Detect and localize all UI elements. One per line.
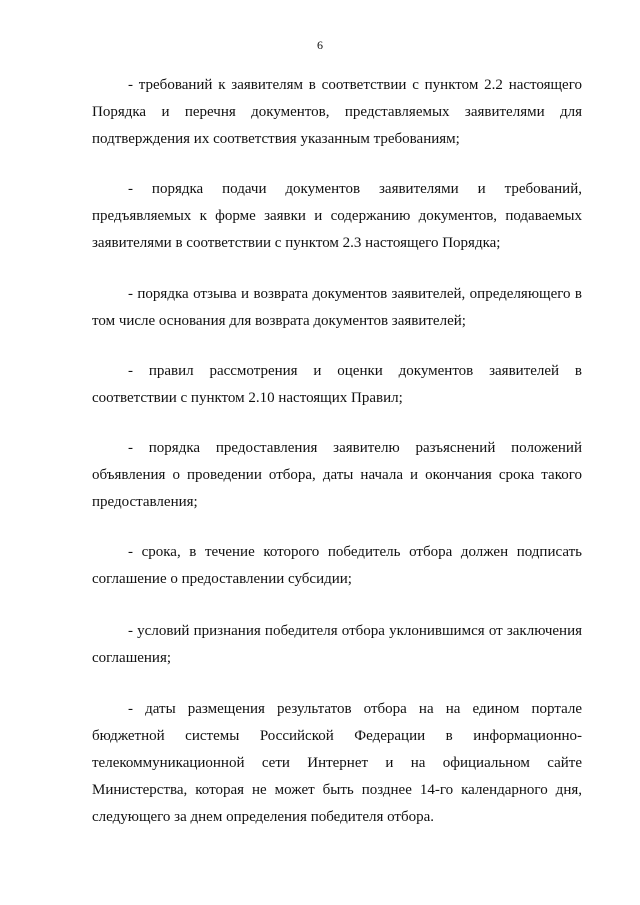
page-number: 6 [317,38,323,52]
list-item-withdrawal-order: - порядка отзыва и возврата документов заявителей, определяющего в том числе основания для возврата документов заявителей; [92,286,582,329]
list-item-clarifications: - порядка предоставления заявителю разъяснений положений объявления о проведении отбора, даты начала и окончания срока такого предоставления; [92,440,582,510]
list-item-signing-deadline: - срока, в течение которого победитель отбора должен подписать соглашение о предоставлении субсидии; [92,544,582,587]
list-item-results-publication: - даты размещения результатов отбора на на едином портале бюджетной системы Российской Федерации в информационно-телекоммуникационной сети Интернет и на официальном сайте Министерства, которая не может быть позднее 14-го календарного дня, следующего за днем определения победителя отбора. [92,701,582,825]
list-item-requirements: - требований к заявителям в соответствии с пунктом 2.2 настоящего Порядка и перечня документов, представляемых заявителями для подтверждения их соответствия указанным требованиям; [92,77,582,147]
list-item-review-rules: - правил рассмотрения и оценки документов заявителей в соответствии с пунктом 2.10 настоящих Правил; [92,363,582,406]
list-item-evasion-conditions: - условий признания победителя отбора уклонившимся от заключения соглашения; [92,623,582,666]
list-item-submission-order: - порядка подачи документов заявителями и требований, предъявляемых к форме заявки и содержанию документов, подаваемых заявителями в соответствии с пунктом 2.3 настоящего Порядка; [92,181,582,251]
